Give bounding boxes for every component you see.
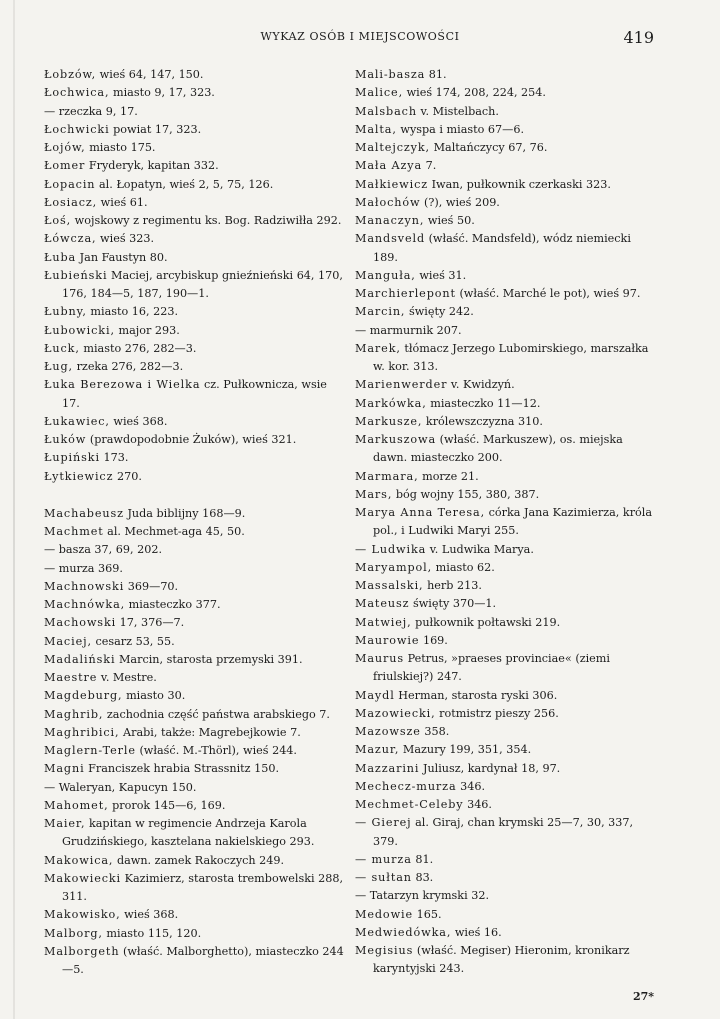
index-entry bbox=[44, 431, 344, 449]
index-entry bbox=[44, 724, 344, 742]
index-entry bbox=[44, 468, 344, 486]
entry-details: Juliusz, kardynał 18, 97. bbox=[419, 761, 561, 775]
entry-details: Petrus, »praeses provinciae« (ziemi friulskiej?) 247. bbox=[373, 652, 610, 684]
entry-details: 369—70. bbox=[124, 579, 179, 593]
entry-details: (właść. M.-Thörl), wieś 244. bbox=[135, 744, 297, 757]
entry-headword: Malborg, bbox=[44, 926, 103, 940]
index-entry bbox=[355, 869, 655, 887]
page-edge-shadow bbox=[13, 0, 15, 1019]
index-entry bbox=[44, 633, 344, 651]
entry-headword: Łytkiewicz bbox=[44, 469, 114, 483]
entry-headword: Ług, bbox=[44, 360, 74, 373]
index-entry bbox=[44, 194, 344, 212]
index-entry bbox=[355, 814, 655, 851]
entry-details: v. Mistelbach. bbox=[416, 104, 499, 118]
entry-details: wieś 64, 147, 150. bbox=[96, 68, 204, 81]
entry-headword: Mandsveld bbox=[355, 232, 426, 246]
entry-headword: Manaczyn, bbox=[355, 214, 425, 227]
entry-headword: Łubowicki, bbox=[44, 323, 115, 337]
entry-details: Maltańczycy 67, 76. bbox=[430, 141, 548, 154]
index-entry bbox=[355, 230, 655, 267]
entry-details: (właść. Markuszew), os. miejska dawn. miasteczko 200. bbox=[373, 433, 623, 465]
entry-details: Arabi, także: Magrebejkowie 7. bbox=[119, 725, 301, 739]
entry-headword: Markuszowa bbox=[355, 433, 437, 446]
index-entry bbox=[355, 103, 655, 121]
entry-headword: Malborgeth bbox=[44, 944, 120, 958]
entry-details: (?), wieś 209. bbox=[420, 195, 500, 209]
entry-headword: — Ludwika bbox=[355, 542, 427, 556]
entry-details: Fryderyk, kapitan 332. bbox=[85, 159, 219, 173]
index-entry bbox=[44, 230, 344, 248]
index-entry bbox=[44, 157, 344, 175]
entry-headword: Łobzów, bbox=[44, 68, 97, 81]
index-entry bbox=[355, 303, 655, 321]
entry-details: — basza 37, 69, 202. bbox=[44, 543, 163, 557]
index-entry bbox=[44, 760, 344, 778]
entry-headword: Mazowiecki, bbox=[355, 706, 436, 720]
entry-details: 81. bbox=[425, 68, 447, 81]
entry-details: miasto 175. bbox=[85, 141, 156, 154]
entry-headword: Maurus bbox=[355, 652, 405, 665]
entry-headword: Mazur, bbox=[355, 743, 400, 757]
index-entry bbox=[355, 340, 655, 377]
entry-details: 173. bbox=[99, 451, 129, 465]
entry-details: cz. Pułkowniсza, wsie 17. bbox=[62, 378, 327, 410]
index-entry bbox=[44, 322, 344, 340]
entry-headword: Maltejczyk, bbox=[355, 141, 431, 154]
index-entry bbox=[355, 760, 655, 778]
entry-details: wojskowy z regimentu ks. Bog. Radziwiłła 292. bbox=[71, 214, 342, 227]
entry-details: wieś 368. bbox=[109, 414, 168, 428]
entry-details: wieś 323. bbox=[96, 232, 155, 246]
entry-details: morze 21. bbox=[418, 469, 479, 483]
entry-headword: Małkiewicz bbox=[355, 177, 429, 191]
index-entry bbox=[44, 925, 344, 943]
entry-details: (właść. Mandsfeld), wódz niemiecki 189. bbox=[373, 232, 631, 264]
index-entry bbox=[44, 84, 344, 102]
entry-headword: Maglern-Terle bbox=[44, 744, 136, 757]
entry-headword: Markusze, bbox=[355, 414, 423, 428]
entry-headword: — Gierej bbox=[355, 816, 412, 830]
entry-details: miasto 30. bbox=[122, 689, 186, 703]
entry-headword: Mazowsze bbox=[355, 725, 421, 738]
index-entry bbox=[44, 505, 344, 523]
index-entry bbox=[44, 706, 344, 724]
entry-details: miasteczko 11—12. bbox=[426, 396, 541, 410]
index-entry bbox=[44, 121, 344, 139]
entry-headword: — murza bbox=[355, 852, 412, 866]
entry-details: v. Ludwika Marya. bbox=[426, 542, 534, 556]
entry-details: herb 213. bbox=[423, 579, 482, 592]
entry-headword: Marienwerder bbox=[355, 378, 448, 392]
index-entry bbox=[44, 779, 344, 797]
entry-headword: Medwiedówka, bbox=[355, 925, 452, 939]
index-entry bbox=[44, 523, 344, 541]
index-entry bbox=[44, 249, 344, 267]
entry-headword: Mała Azya bbox=[355, 159, 423, 173]
entry-details: (właść. Malborghetto), miasteczko 244—5. bbox=[62, 944, 344, 976]
entry-headword: Machnowski bbox=[44, 579, 125, 593]
entry-details: 346. bbox=[463, 798, 492, 811]
running-title: WYKAZ OSÓB I MIEJSCOWOŚCI bbox=[260, 30, 460, 43]
entry-details: córka Jana Kazimierza, króla pol., i Ludwiki Maryi 255. bbox=[373, 506, 653, 538]
index-entry bbox=[44, 596, 344, 614]
entry-details: 358. bbox=[420, 725, 450, 738]
entry-headword: Łuck, bbox=[44, 341, 80, 355]
index-entry bbox=[44, 103, 344, 121]
index-entry bbox=[355, 267, 655, 285]
entry-headword: Mateusz bbox=[355, 597, 410, 611]
entry-details: 270. bbox=[113, 469, 142, 483]
entry-headword: Łuków bbox=[44, 433, 87, 446]
entry-details: wieś 368. bbox=[120, 908, 179, 922]
index-entry bbox=[355, 121, 655, 139]
index-entry bbox=[355, 468, 655, 486]
entry-details: al. Giraj, chan krymski 25—7, 30, 337, 379. bbox=[373, 816, 634, 848]
index-entry bbox=[44, 66, 344, 84]
entry-headword: Maydl bbox=[355, 688, 395, 702]
entry-details: miasto 62. bbox=[432, 560, 495, 574]
entry-details: królewszczyzna 310. bbox=[422, 414, 543, 428]
index-entry bbox=[44, 413, 344, 431]
index-entry bbox=[44, 267, 344, 304]
entry-details: rotmistrz pieszy 256. bbox=[435, 706, 559, 720]
entry-details: wieś 31. bbox=[415, 268, 467, 282]
index-entry bbox=[355, 194, 655, 212]
entry-headword: Łomer bbox=[44, 159, 86, 173]
entry-details: Mazury 199, 351, 354. bbox=[399, 743, 532, 757]
index-entry bbox=[44, 651, 344, 669]
entry-headword: Mali-basza bbox=[355, 68, 426, 81]
entry-headword: Marya Anna Teresa, bbox=[355, 506, 486, 519]
entry-headword: Maciej, bbox=[44, 634, 92, 648]
entry-details: święty 242. bbox=[405, 305, 474, 319]
entry-headword: Makowica, bbox=[44, 853, 114, 867]
entry-details: Franciszek hrabia Strassnitz 150. bbox=[84, 762, 280, 776]
entry-details: święty 370—1. bbox=[409, 597, 497, 611]
index-entry bbox=[44, 358, 344, 376]
entry-details: miasto 115, 120. bbox=[102, 926, 202, 940]
entry-details: Jan Faustyn 80. bbox=[76, 250, 168, 264]
index-entry bbox=[355, 541, 655, 559]
entry-headword: Mechecz-murza bbox=[355, 779, 457, 793]
entry-headword: Marek, bbox=[355, 341, 401, 355]
signature-mark: 27* bbox=[632, 990, 654, 1003]
index-entry bbox=[355, 285, 655, 303]
entry-headword: Łopacin bbox=[44, 177, 96, 191]
entry-headword: Maurowie bbox=[355, 633, 420, 647]
index-entry bbox=[355, 632, 655, 650]
entry-details: wieś 61. bbox=[97, 195, 148, 209]
index-entry bbox=[44, 614, 344, 632]
entry-details: dawn. zamek Rakoczych 249. bbox=[113, 853, 285, 867]
entry-headword: Machnówka, bbox=[44, 598, 126, 611]
index-entry bbox=[355, 723, 655, 741]
index-entry bbox=[44, 560, 344, 578]
entry-details: miasto 9, 17, 323. bbox=[109, 86, 215, 100]
index-entry bbox=[355, 687, 655, 705]
entry-headword: Łoś, bbox=[44, 214, 72, 227]
entry-headword: Malta, bbox=[355, 122, 397, 136]
index-column-left bbox=[44, 66, 344, 979]
entry-headword: Maryampol, bbox=[355, 560, 433, 574]
entry-headword: Mazzarini bbox=[355, 761, 420, 775]
entry-details: 83. bbox=[411, 871, 434, 884]
entry-headword: Łubieński bbox=[44, 268, 108, 282]
index-entry bbox=[355, 322, 655, 340]
index-entry bbox=[355, 924, 655, 942]
entry-details: (prawdopodobnie Żuków), wieś 321. bbox=[86, 433, 297, 446]
index-entry bbox=[355, 650, 655, 687]
entry-headword: Mechmet-Celeby bbox=[355, 798, 464, 811]
entry-headword: Megisius bbox=[355, 944, 414, 957]
entry-details: 346. bbox=[456, 779, 486, 793]
entry-details: kapitan w regimencie Andrzeja Karola Grudzińskiego, kasztelana nakielskiego 293. bbox=[62, 817, 315, 849]
entry-details: tłómacz Jerzego Lubomirskiego, marszałka w. kor. 313. bbox=[373, 341, 649, 373]
index-entry bbox=[44, 139, 344, 157]
entry-details: miasto 276, 282—3. bbox=[79, 341, 197, 355]
entry-headword: Manguła, bbox=[355, 268, 416, 282]
index-entry bbox=[44, 669, 344, 687]
index-entry bbox=[355, 212, 655, 230]
entry-headword: Machowski bbox=[44, 616, 117, 630]
entry-details: Kazimierz, starosta trembowelski 288, 311. bbox=[62, 871, 344, 903]
entry-headword: Maestre bbox=[44, 671, 98, 684]
entry-headword: Małochów bbox=[355, 195, 421, 209]
entry-headword: Łukawiec, bbox=[44, 414, 110, 428]
entry-headword: Marcin, bbox=[355, 305, 406, 319]
index-entry bbox=[355, 376, 655, 394]
entry-details: wieś 50. bbox=[424, 214, 475, 227]
index-entry bbox=[44, 212, 344, 230]
entry-headword: Machmet bbox=[44, 525, 104, 538]
entry-details: Iwan, pułkownik czerkaski 323. bbox=[428, 177, 611, 191]
index-entry bbox=[355, 413, 655, 431]
index-entry bbox=[355, 614, 655, 632]
entry-details: 169. bbox=[419, 633, 448, 647]
entry-headword: Łówcza, bbox=[44, 232, 97, 246]
entry-details: 165. bbox=[413, 907, 442, 921]
index-entry bbox=[44, 870, 344, 907]
entry-headword: Łosiacz, bbox=[44, 195, 98, 209]
entry-details: prorok 145—6, 169. bbox=[108, 798, 226, 812]
entry-headword: Łupiński bbox=[44, 451, 100, 465]
entry-headword: Madaliński bbox=[44, 652, 116, 666]
index-entry bbox=[44, 486, 344, 505]
entry-details: al. Łopatyn, wieś 2, 5, 75, 126. bbox=[95, 177, 274, 191]
entry-headword: Maghribici, bbox=[44, 725, 120, 739]
entry-details: pułkownik połtawski 219. bbox=[411, 615, 561, 629]
entry-details: zachodnia część państwa arabskiego 7. bbox=[103, 707, 330, 721]
entry-details: 81. bbox=[411, 852, 434, 866]
entry-details: al. Mechmet-aga 45, 50. bbox=[103, 525, 245, 538]
entry-headword: Makowiecki bbox=[44, 871, 122, 885]
index-entry bbox=[355, 741, 655, 759]
index-entry bbox=[355, 906, 655, 924]
entry-details: — Tatarzyn krymski 32. bbox=[355, 889, 489, 903]
entry-headword: Malsbach bbox=[355, 104, 417, 118]
entry-headword: Magdeburg, bbox=[44, 689, 123, 703]
page-number: 419 bbox=[623, 28, 654, 47]
entry-details: — murza 369. bbox=[44, 561, 123, 575]
entry-details: powiat 17, 323. bbox=[109, 122, 202, 136]
index-entry bbox=[355, 595, 655, 613]
page-header bbox=[0, 30, 720, 54]
index-entry bbox=[44, 376, 344, 413]
index-entry bbox=[44, 303, 344, 321]
entry-headword: Łochwicki bbox=[44, 122, 110, 136]
index-entry bbox=[355, 887, 655, 905]
entry-details: (właść. Marché le pot), wieś 97. bbox=[455, 287, 641, 300]
index-entry bbox=[355, 395, 655, 413]
index-entry bbox=[44, 687, 344, 705]
entry-headword: Łojów, bbox=[44, 141, 86, 154]
entry-headword: Matwiej, bbox=[355, 615, 412, 629]
entry-details: miasto 16, 223. bbox=[86, 305, 179, 319]
entry-headword: Magni bbox=[44, 762, 85, 776]
entry-details: — rzeczka 9, 17. bbox=[44, 104, 138, 118]
index-entry bbox=[44, 578, 344, 596]
index-entry bbox=[44, 797, 344, 815]
index-entry bbox=[44, 742, 344, 760]
index-entry bbox=[44, 815, 344, 852]
entry-details: Marcin, starosta przemyski 391. bbox=[115, 652, 303, 666]
entry-headword: Maier, bbox=[44, 817, 86, 830]
index-entry bbox=[44, 852, 344, 870]
entry-headword: Łuba bbox=[44, 250, 77, 264]
entry-headword: Makowisko, bbox=[44, 908, 121, 922]
index-entry bbox=[355, 431, 655, 468]
entry-details: wieś 174, 208, 224, 254. bbox=[403, 86, 546, 100]
entry-details: Juda biblijny 168—9. bbox=[123, 506, 246, 520]
index-column-right bbox=[355, 66, 655, 979]
entry-headword: Markówka, bbox=[355, 396, 427, 410]
entry-headword: Massalski, bbox=[355, 579, 424, 592]
index-entry bbox=[355, 139, 655, 157]
entry-details: Maciej, arcybiskup gnieźnieński 64, 170, 176, 184—5, 187, 190—1. bbox=[62, 268, 343, 300]
index-entry bbox=[355, 705, 655, 723]
entry-details: — marmurnik 207. bbox=[355, 323, 462, 337]
index-entry bbox=[355, 851, 655, 869]
entry-details: 17, 376—7. bbox=[116, 616, 185, 630]
entry-details: miasteczko 377. bbox=[125, 598, 221, 611]
entry-details: rzeka 276, 282—3. bbox=[73, 360, 184, 373]
entry-details: wieś 16. bbox=[451, 925, 502, 939]
index-entry bbox=[355, 577, 655, 595]
entry-headword: Marmara, bbox=[355, 469, 419, 483]
index-entry bbox=[355, 157, 655, 175]
entry-headword: — sułtan bbox=[355, 871, 412, 884]
entry-details: major 293. bbox=[114, 323, 180, 337]
entry-details: v. Mestre. bbox=[97, 671, 157, 684]
index-entry bbox=[44, 449, 344, 467]
index-entry bbox=[44, 906, 344, 924]
entry-details: Herman, starosta ryski 306. bbox=[394, 688, 558, 702]
entry-details: cesarz 53, 55. bbox=[91, 634, 175, 648]
index-entry bbox=[355, 504, 655, 541]
index-entry bbox=[44, 176, 344, 194]
index-entry bbox=[355, 84, 655, 102]
entry-headword: Marchierlepont bbox=[355, 287, 456, 300]
entry-details: 7. bbox=[422, 159, 437, 173]
entry-headword: Medowie bbox=[355, 907, 414, 921]
entry-headword: Malice, bbox=[355, 86, 404, 100]
entry-headword: Mahomet, bbox=[44, 798, 109, 812]
index-entry bbox=[355, 942, 655, 979]
entry-headword: Machabeusz bbox=[44, 506, 124, 520]
entry-details: (właść. Megiser) Hieronim, kronikarz karyntyjski 243. bbox=[373, 944, 630, 976]
index-entry bbox=[44, 943, 344, 980]
index-entry bbox=[355, 796, 655, 814]
index-entry bbox=[355, 559, 655, 577]
entry-headword: Łuka Berezowa i Wielka bbox=[44, 378, 201, 392]
entry-headword: Maghrib, bbox=[44, 707, 104, 721]
entry-details: v. Kwidzyń. bbox=[447, 378, 515, 392]
entry-details: bóg wojny 155, 380, 387. bbox=[392, 487, 540, 501]
entry-headword: Mars, bbox=[355, 487, 393, 501]
index-entry bbox=[44, 541, 344, 559]
index-entry bbox=[355, 176, 655, 194]
index-entry bbox=[355, 66, 655, 84]
index-entry bbox=[44, 340, 344, 358]
entry-details: wyspa i miasto 67—6. bbox=[396, 122, 525, 136]
index-entry bbox=[355, 486, 655, 504]
entry-headword: Łubny, bbox=[44, 305, 87, 319]
index-entry bbox=[355, 778, 655, 796]
entry-details: — Waleryan, Kapucyn 150. bbox=[44, 780, 197, 794]
entry-headword: Łochwica, bbox=[44, 86, 110, 100]
